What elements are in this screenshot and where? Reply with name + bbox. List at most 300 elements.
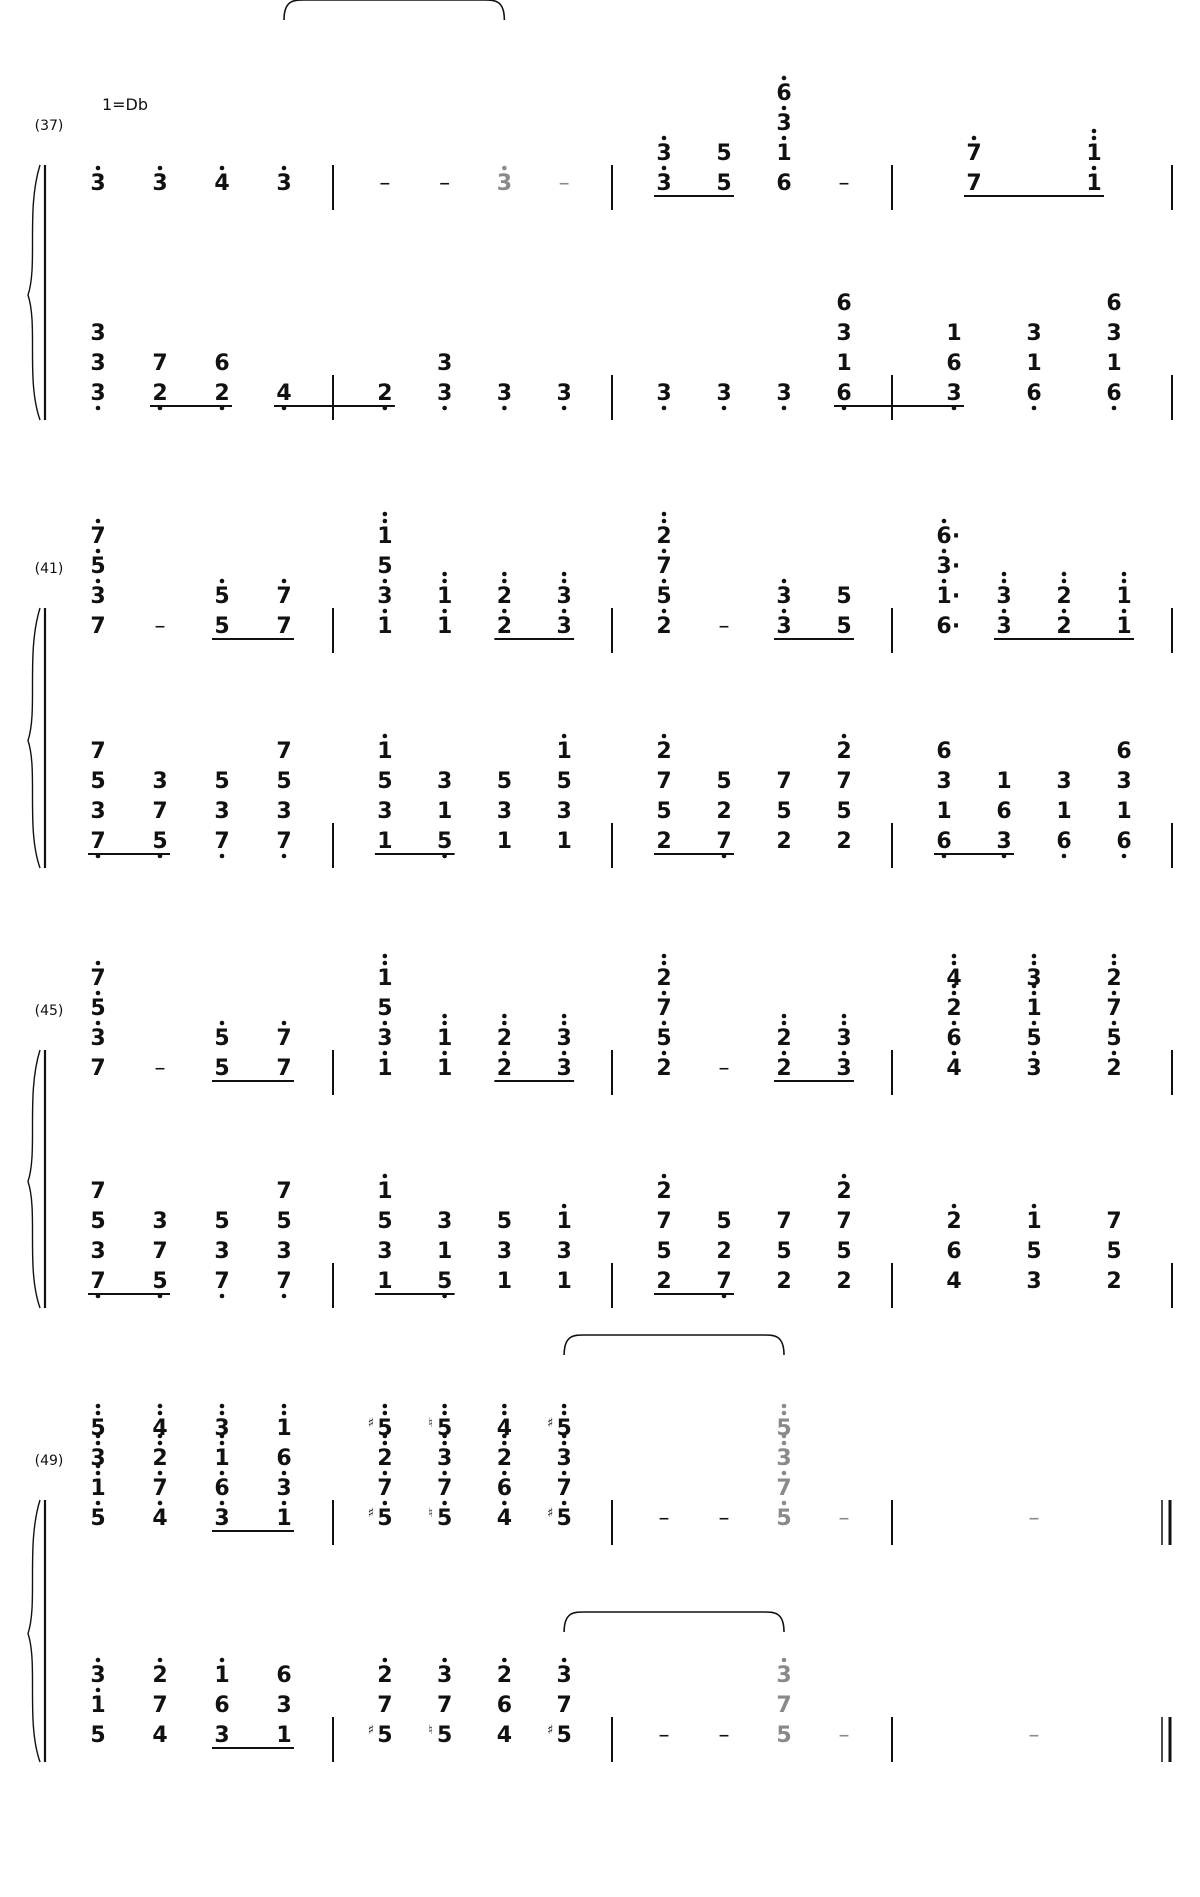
octave-dot (442, 572, 447, 577)
octave-dot (782, 1658, 787, 1663)
note-digit: 6 (936, 614, 952, 639)
octave-dot (662, 991, 667, 996)
natural-sign: ♮ (428, 1723, 433, 1738)
note-digit: 3 (90, 381, 106, 406)
octave-dot (220, 1021, 225, 1026)
note-digit: 7 (90, 1269, 106, 1294)
note-digit: 3 (656, 141, 672, 166)
octave-dot (662, 1051, 667, 1056)
octave-dot (383, 734, 388, 739)
note-digit: 5 (90, 1506, 106, 1531)
note-digit: 5 (776, 799, 792, 824)
octave-dot (662, 609, 667, 614)
octave-dot (96, 549, 101, 554)
octave-dot (158, 1441, 163, 1446)
note-digit: 7 (716, 1269, 732, 1294)
note-digit: 5 (556, 1723, 572, 1748)
note-digit: 5 (836, 584, 852, 609)
note-digit: 7 (776, 769, 792, 794)
octave-dot (96, 1688, 101, 1693)
note-digit: 3 (436, 1446, 453, 1471)
octave-dot (220, 1441, 225, 1446)
grand-staff-brace (28, 165, 40, 420)
octave-dot (562, 406, 567, 411)
note-digit: 7 (214, 1269, 230, 1294)
note-digit: 6 (1056, 829, 1072, 854)
note-digit: 3 (556, 381, 572, 406)
octave-dot (502, 1411, 507, 1416)
octave-dot (972, 136, 977, 141)
note-digit: 5 (496, 769, 513, 794)
octave-dot (502, 406, 507, 411)
octave-dot (1112, 954, 1117, 959)
note-digit: 7 (152, 1693, 168, 1718)
note-digit: 2 (656, 524, 672, 549)
note-digit: 1 (436, 1026, 453, 1051)
note-digit: 2 (656, 829, 672, 854)
note-digit: 5 (1106, 1026, 1122, 1051)
note-digit: 3 (90, 1026, 106, 1051)
note-digit: 2 (656, 1179, 672, 1204)
note-digit: 5 (436, 1269, 453, 1294)
note-digit: 2 (496, 1056, 513, 1081)
note-digit: 3 (996, 829, 1012, 854)
augmentation-dot: · (951, 524, 961, 549)
octave-dot (502, 609, 507, 614)
note-digit: 1 (1116, 584, 1132, 609)
note-digit: 7 (836, 769, 852, 794)
note-digit: 1 (377, 614, 393, 639)
note-digit: 3 (276, 1476, 292, 1501)
note-digit: 2 (656, 1269, 672, 1294)
octave-dot (782, 1411, 787, 1416)
note-digit: 3 (1026, 1056, 1042, 1081)
octave-dot (562, 572, 567, 577)
note-digit: 1 (276, 1723, 292, 1748)
note-digit: 2 (1106, 966, 1122, 991)
octave-dot (96, 579, 101, 584)
note-digit: 1 (496, 1269, 513, 1294)
note-digit: 7 (276, 1056, 292, 1081)
slur-tie (284, 0, 504, 20)
octave-dot (383, 1021, 388, 1026)
note-digit: 6 (836, 381, 852, 406)
note-digit: 5 (152, 829, 168, 854)
octave-dot (662, 512, 667, 517)
note-digit: 6 (276, 1446, 292, 1471)
note-digit: 5 (436, 829, 453, 854)
note-digit: 3 (936, 769, 952, 794)
octave-dot (1032, 1021, 1037, 1026)
note-digit: 3 (214, 799, 230, 824)
slur-tie (564, 1612, 784, 1632)
note-digit: 2 (836, 1179, 852, 1204)
octave-dot (1002, 579, 1007, 584)
octave-dot (502, 1014, 507, 1019)
note-digit: 2 (496, 1026, 513, 1051)
octave-dot (782, 406, 787, 411)
octave-dot (220, 1471, 225, 1476)
octave-dot (1002, 572, 1007, 577)
note-digit: 5 (90, 1209, 106, 1234)
octave-dot (96, 1658, 101, 1663)
note-digit: 3 (214, 1506, 230, 1531)
octave-dot (842, 1051, 847, 1056)
octave-dot (502, 1471, 507, 1476)
note-digit: 6 (1116, 739, 1132, 764)
note-digit: 3 (1026, 321, 1042, 346)
octave-dot (562, 1404, 567, 1409)
dash-extension: – (718, 1506, 730, 1531)
octave-dot (383, 1404, 388, 1409)
octave-dot (383, 954, 388, 959)
note-digit: 2 (152, 1663, 168, 1688)
note-digit: 3 (656, 171, 672, 196)
note-digit: 3 (936, 554, 952, 579)
note-digit: 3 (436, 769, 453, 794)
note-digit: 3 (90, 171, 106, 196)
note-digit: 4 (214, 171, 230, 196)
octave-dot (442, 1021, 447, 1026)
note-digit: 3 (716, 381, 732, 406)
key-signature: 1=Db (101, 95, 149, 114)
dash-extension: – (838, 171, 850, 196)
octave-dot (220, 1294, 225, 1299)
slur-tie (564, 1335, 784, 1355)
octave-dot (1032, 1204, 1037, 1209)
dash-extension: – (838, 1506, 850, 1531)
note-digit: 2 (716, 799, 732, 824)
octave-dot (158, 1501, 163, 1506)
note-digit: 5 (1026, 1026, 1042, 1051)
note-digit: 1 (1086, 171, 1102, 196)
note-digit: 6 (276, 1663, 292, 1688)
note-digit: 4 (152, 1723, 168, 1748)
octave-dot (1092, 129, 1097, 134)
note-digit: 3 (1026, 966, 1042, 991)
note-digit: 3 (1056, 769, 1072, 794)
note-digit: 1 (377, 1269, 393, 1294)
note-digit: 2 (1056, 614, 1072, 639)
augmentation-dot: · (951, 614, 961, 639)
note-digit: 7 (716, 829, 732, 854)
note-digit: 2 (656, 1056, 672, 1081)
note-digit: 3 (90, 1446, 106, 1471)
note-digit: 4 (276, 381, 292, 406)
octave-dot (1122, 572, 1127, 577)
note-digit: 5 (436, 1723, 453, 1748)
note-digit: 1 (1116, 614, 1132, 639)
note-digit: 7 (90, 966, 106, 991)
octave-dot (502, 572, 507, 577)
note-digit: 6 (214, 351, 230, 376)
octave-dot (562, 1204, 567, 1209)
note-digit: 6 (936, 739, 952, 764)
note-digit: 5 (214, 1209, 230, 1234)
octave-dot (1032, 961, 1037, 966)
note-digit: 7 (276, 614, 292, 639)
note-digit: 6 (776, 171, 792, 196)
octave-dot (96, 166, 101, 171)
octave-dot (1062, 609, 1067, 614)
octave-dot (1122, 854, 1127, 859)
note-digit: 2 (152, 1446, 168, 1471)
note-digit: 3 (556, 614, 572, 639)
octave-dot (662, 166, 667, 171)
note-digit: 3 (996, 614, 1012, 639)
note-digit: 5 (836, 799, 852, 824)
octave-dot (96, 1441, 101, 1446)
measure-number: (45) (34, 1003, 64, 1019)
note-digit: 5 (377, 1506, 393, 1531)
note-digit: 1 (377, 739, 393, 764)
octave-dot (1112, 1021, 1117, 1026)
octave-dot (502, 579, 507, 584)
note-digit: 7 (276, 739, 292, 764)
note-digit: 4 (496, 1723, 513, 1748)
note-digit: 4 (152, 1416, 168, 1441)
note-digit: 1 (214, 1663, 230, 1688)
octave-dot (383, 1658, 388, 1663)
note-digit: 7 (776, 1693, 792, 1718)
note-digit: 5 (716, 769, 732, 794)
note-digit: 5 (377, 1416, 393, 1441)
note-digit: 7 (214, 829, 230, 854)
octave-dot (502, 1501, 507, 1506)
note-digit: 5 (656, 799, 672, 824)
octave-dot (782, 136, 787, 141)
octave-dot (442, 406, 447, 411)
note-digit: 5 (377, 1209, 393, 1234)
octave-dot (782, 579, 787, 584)
note-digit: 3 (556, 1026, 572, 1051)
note-digit: 3 (276, 1693, 292, 1718)
note-digit: 7 (1106, 996, 1122, 1021)
note-digit: 3 (90, 1663, 106, 1688)
note-digit: 1 (377, 829, 393, 854)
octave-dot (96, 961, 101, 966)
note-digit: 7 (436, 1693, 453, 1718)
note-digit: 3 (556, 1056, 572, 1081)
note-digit: 5 (656, 1239, 672, 1264)
note-digit: 7 (966, 171, 982, 196)
octave-dot (562, 1471, 567, 1476)
note-digit: 5 (776, 1723, 792, 1748)
note-digit: 2 (1106, 1269, 1122, 1294)
note-digit: 1 (90, 1693, 106, 1718)
note-digit: 2 (946, 996, 962, 1021)
note-digit: 6 (946, 1026, 962, 1051)
octave-dot (1092, 136, 1097, 141)
note-digit: 7 (276, 1179, 292, 1204)
note-digit: 6 (496, 1476, 513, 1501)
note-digit: 1 (836, 351, 852, 376)
octave-dot (842, 1021, 847, 1026)
note-digit: 3 (946, 381, 962, 406)
note-digit: 5 (1106, 1239, 1122, 1264)
octave-dot (502, 166, 507, 171)
octave-dot (942, 519, 947, 524)
octave-dot (220, 1658, 225, 1663)
octave-dot (842, 1014, 847, 1019)
octave-dot (282, 1404, 287, 1409)
note-digit: 3 (436, 1209, 453, 1234)
note-digit: 2 (776, 829, 792, 854)
note-digit: 3 (496, 381, 513, 406)
dash-extension: – (379, 171, 391, 196)
note-digit: 5 (716, 1209, 732, 1234)
octave-dot (502, 1441, 507, 1446)
octave-dot (442, 1471, 447, 1476)
note-digit: 1 (90, 1476, 106, 1501)
note-digit: 3 (556, 1239, 572, 1264)
note-digit: 3 (276, 799, 292, 824)
note-digit: 1 (556, 739, 572, 764)
octave-dot (662, 136, 667, 141)
note-digit: 5 (214, 769, 230, 794)
note-digit: 2 (214, 381, 230, 406)
octave-dot (662, 519, 667, 524)
note-digit: 6 (836, 291, 852, 316)
octave-dot (662, 734, 667, 739)
note-digit: 6 (996, 799, 1012, 824)
note-digit: 3 (436, 1663, 453, 1688)
sharp-sign: ♯ (546, 1723, 554, 1738)
note-digit: 5 (436, 1416, 453, 1441)
octave-dot (383, 512, 388, 517)
note-digit: 7 (436, 1476, 453, 1501)
note-digit: 2 (152, 381, 168, 406)
dash-extension: – (658, 1723, 670, 1748)
note-digit: 7 (152, 1239, 168, 1264)
octave-dot (1112, 991, 1117, 996)
note-digit: 7 (152, 1476, 168, 1501)
octave-dot (1112, 961, 1117, 966)
octave-dot (562, 1014, 567, 1019)
octave-dot (282, 1471, 287, 1476)
octave-dot (383, 1441, 388, 1446)
dash-extension: – (718, 1056, 730, 1081)
octave-dot (383, 1501, 388, 1506)
octave-dot (952, 1051, 957, 1056)
octave-dot (282, 166, 287, 171)
octave-dot (220, 1404, 225, 1409)
note-digit: 2 (496, 1446, 513, 1471)
note-digit: 5 (656, 584, 672, 609)
octave-dot (782, 76, 787, 81)
note-digit: 6 (936, 524, 952, 549)
octave-dot (442, 1014, 447, 1019)
note-digit: 2 (377, 381, 393, 406)
octave-dot (722, 406, 727, 411)
octave-dot (383, 609, 388, 614)
note-digit: 1 (1086, 141, 1102, 166)
octave-dot (562, 579, 567, 584)
note-digit: 1 (436, 799, 453, 824)
note-digit: 3 (90, 351, 106, 376)
note-digit: 3 (90, 799, 106, 824)
octave-dot (442, 1441, 447, 1446)
note-digit: 2 (656, 739, 672, 764)
note-digit: 5 (776, 1239, 792, 1264)
note-digit: 3 (836, 1056, 852, 1081)
note-digit: 3 (776, 614, 792, 639)
octave-dot (562, 1051, 567, 1056)
note-digit: 6 (1106, 381, 1122, 406)
note-digit: 7 (836, 1209, 852, 1234)
octave-dot (220, 579, 225, 584)
note-digit: 3 (436, 351, 453, 376)
note-digit: 5 (377, 996, 393, 1021)
note-digit: 3 (496, 1239, 513, 1264)
octave-dot (782, 106, 787, 111)
octave-dot (158, 1471, 163, 1476)
note-digit: 5 (556, 1506, 572, 1531)
octave-dot (1062, 579, 1067, 584)
note-digit: 1 (436, 614, 453, 639)
note-digit: 1 (1106, 351, 1122, 376)
note-digit: 2 (836, 739, 852, 764)
note-digit: 7 (90, 1179, 106, 1204)
note-digit: 1 (1056, 799, 1072, 824)
note-digit: 5 (836, 1239, 852, 1264)
note-digit: 4 (946, 1056, 962, 1081)
octave-dot (1112, 406, 1117, 411)
grand-staff-brace (28, 1500, 40, 1762)
octave-dot (96, 1021, 101, 1026)
sharp-sign: ♯ (546, 1416, 554, 1431)
note-digit: 5 (377, 1723, 393, 1748)
note-digit: 1 (496, 829, 513, 854)
note-digit: 1 (996, 769, 1012, 794)
note-digit: 1 (556, 829, 572, 854)
octave-dot (782, 1441, 787, 1446)
note-digit: 6 (776, 81, 792, 106)
octave-dot (220, 1411, 225, 1416)
octave-dot (96, 1404, 101, 1409)
sharp-sign: ♯ (546, 1506, 554, 1521)
dash-extension: – (838, 1723, 850, 1748)
measure-number: (41) (34, 561, 64, 577)
note-digit: 2 (946, 1209, 962, 1234)
note-digit: 6 (214, 1693, 230, 1718)
octave-dot (662, 1021, 667, 1026)
note-digit: 3 (556, 799, 572, 824)
octave-dot (96, 1411, 101, 1416)
octave-dot (782, 1021, 787, 1026)
note-digit: 5 (90, 769, 106, 794)
note-digit: 3 (152, 769, 168, 794)
octave-dot (442, 579, 447, 584)
note-digit: 3 (776, 111, 792, 136)
note-digit: 3 (836, 1026, 852, 1051)
note-digit: 7 (276, 584, 292, 609)
note-digit: 3 (776, 381, 792, 406)
octave-dot (1002, 609, 1007, 614)
note-digit: 5 (214, 1056, 230, 1081)
note-digit: 5 (90, 554, 106, 579)
octave-dot (158, 166, 163, 171)
note-digit: 4 (946, 966, 962, 991)
octave-dot (842, 734, 847, 739)
note-digit: 4 (496, 1506, 513, 1531)
note-digit: 1 (1116, 799, 1132, 824)
note-digit: 2 (1106, 1056, 1122, 1081)
note-digit: 7 (152, 799, 168, 824)
octave-dot (282, 579, 287, 584)
note-digit: 1 (436, 1239, 453, 1264)
note-digit: 7 (90, 524, 106, 549)
